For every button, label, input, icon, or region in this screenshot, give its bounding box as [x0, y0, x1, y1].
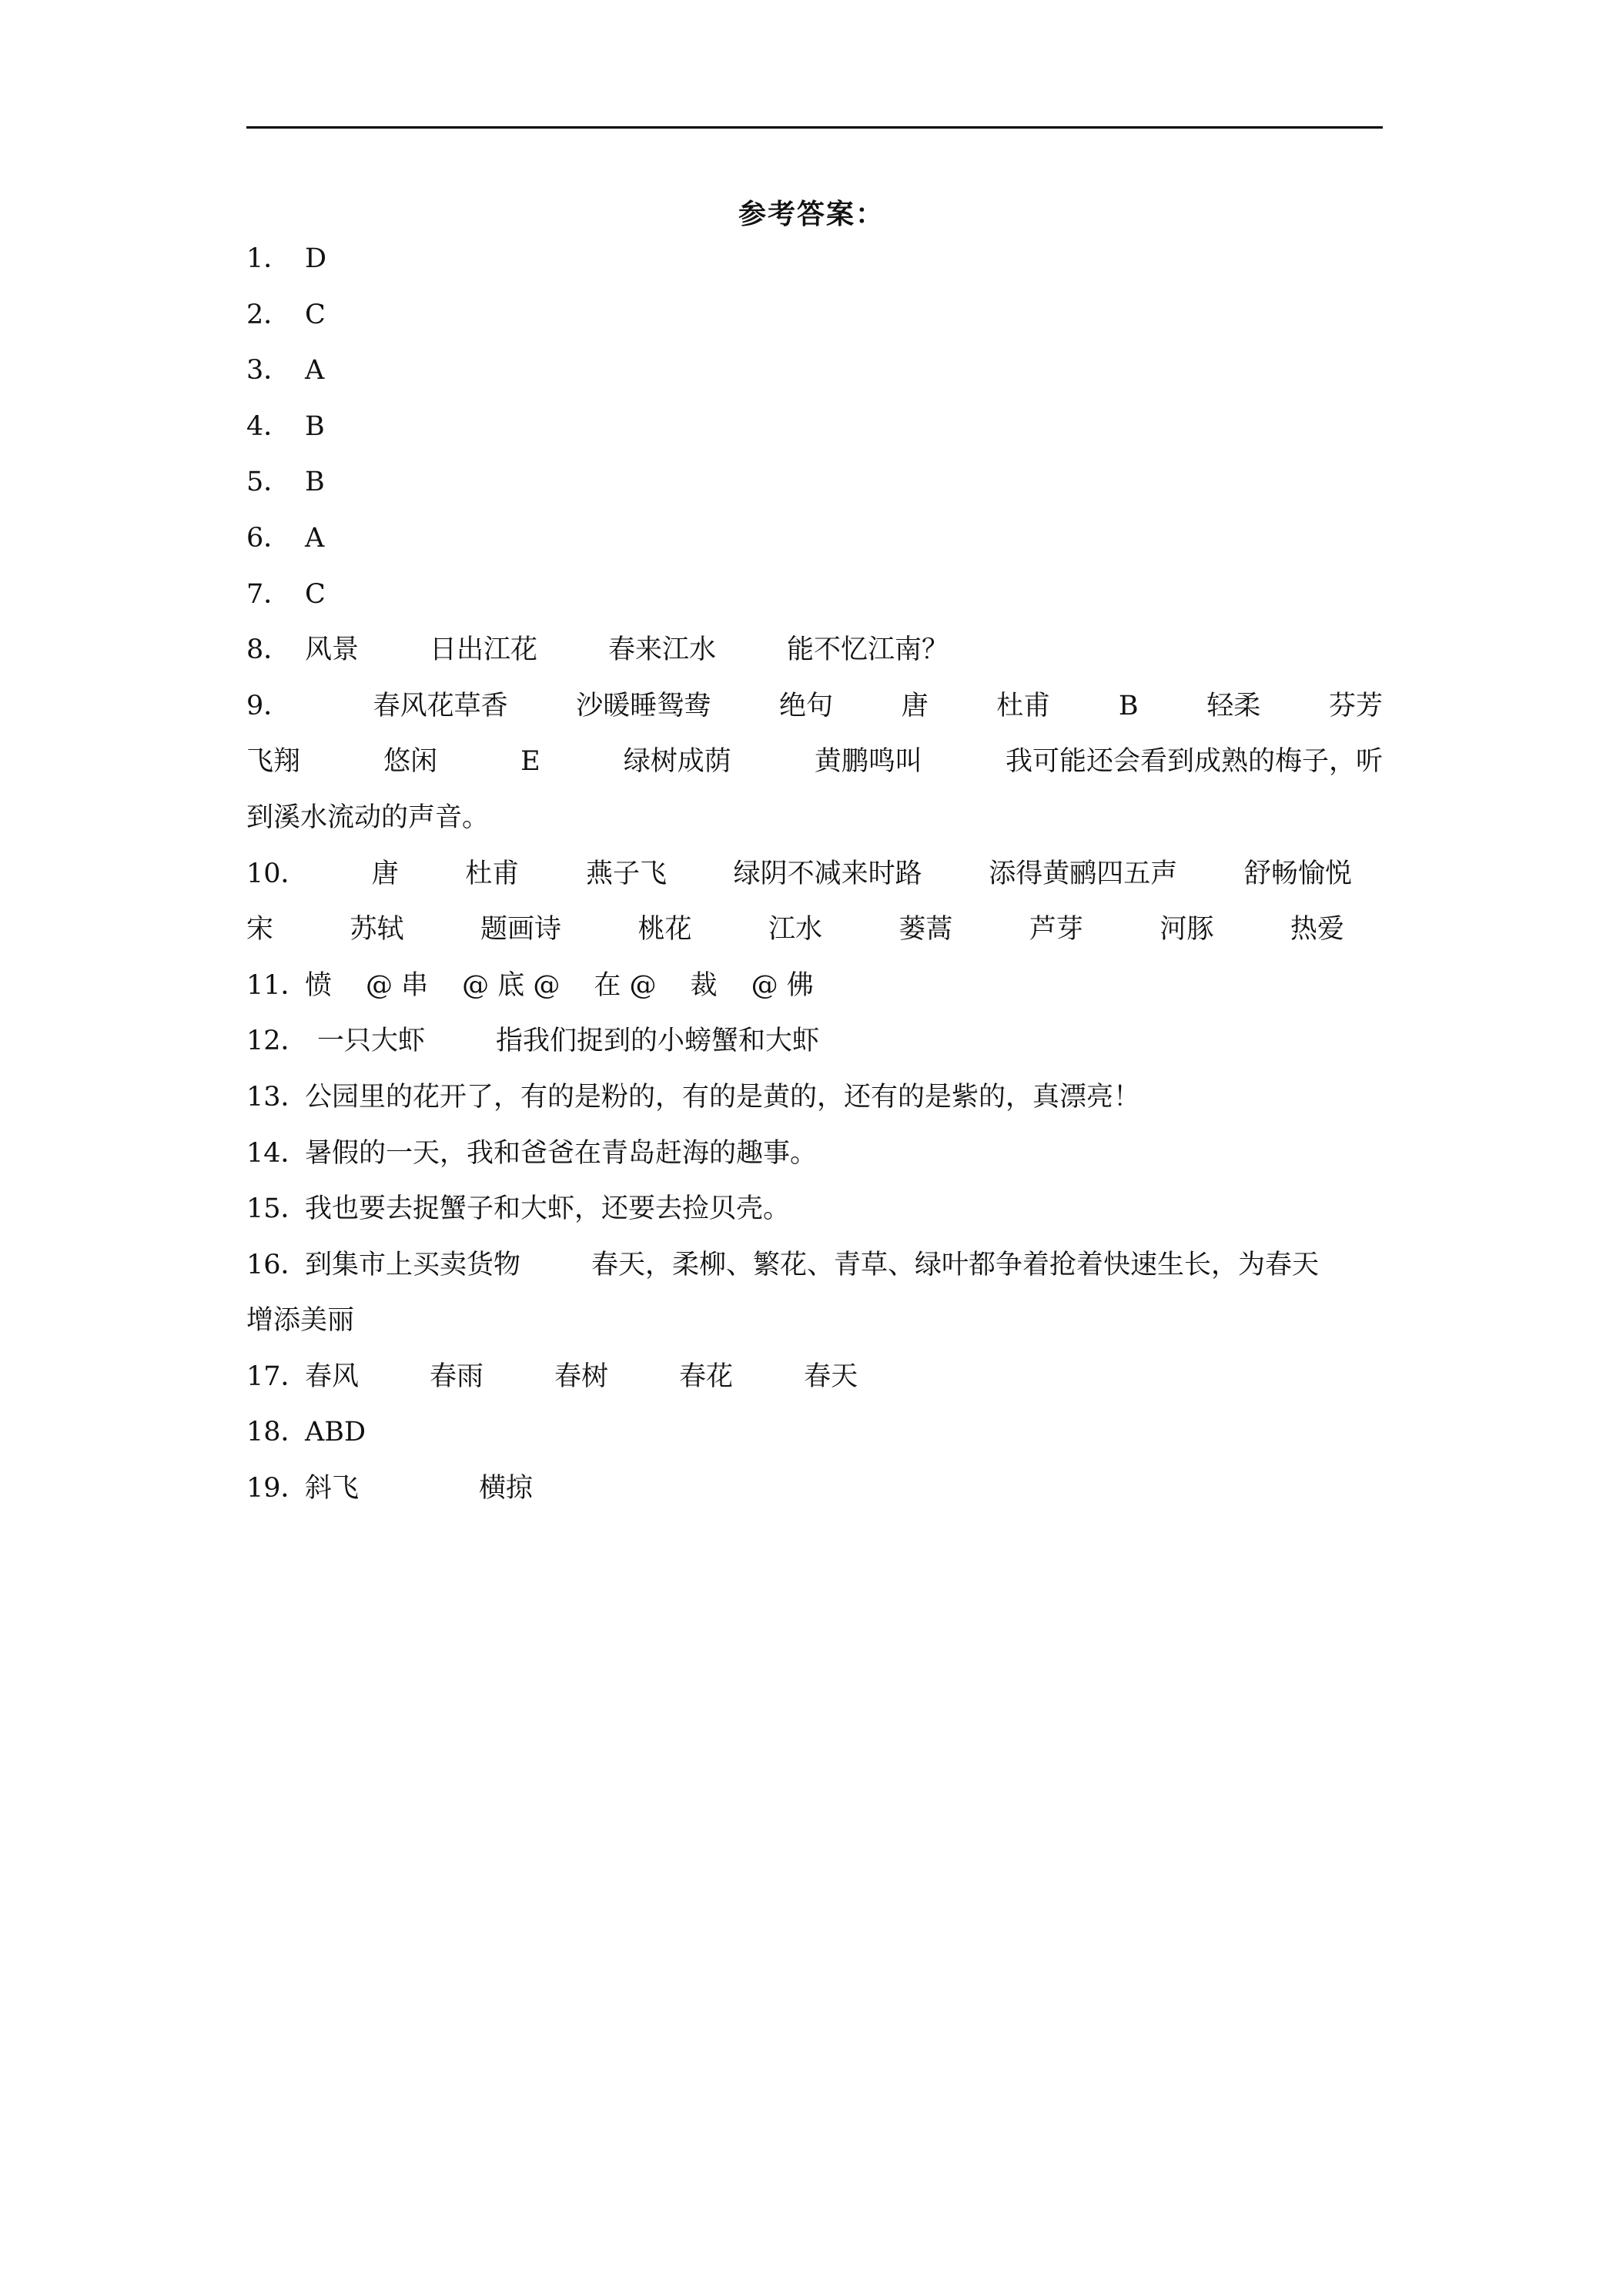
answer-text: @ 佛	[751, 969, 814, 1001]
answer-text: 斜飞	[305, 1473, 360, 1504]
answer-19	[246, 1461, 1383, 1517]
answer-text: 春风花草香	[373, 690, 508, 721]
answer-number: 15．	[246, 1193, 308, 1225]
answer-7	[246, 567, 1383, 623]
answer-2	[246, 287, 1383, 343]
answer-text: 春雨	[430, 1361, 484, 1392]
answer-text: 横掠	[479, 1473, 534, 1504]
answer-number: 6．	[246, 522, 291, 554]
answer-9-line-3	[246, 790, 1383, 846]
answer-text: 公园里的花开了，有的是粉的，有的是黄的，还有的是紫的，真漂亮！	[305, 1081, 1141, 1113]
answer-4	[246, 399, 1383, 455]
answer-text: A	[305, 355, 325, 387]
answer-text: 愤	[305, 969, 333, 1001]
answer-text: 春风	[305, 1361, 360, 1392]
answer-text: 沙暖睡鸳鸯	[576, 690, 711, 721]
answer-list	[246, 231, 1383, 1517]
answer-text: B	[305, 467, 325, 498]
answer-text: D	[305, 243, 327, 274]
answer-17	[246, 1349, 1383, 1405]
header-rule	[246, 126, 1383, 129]
answer-text: 轻柔	[1206, 690, 1261, 721]
answer-text: 我可能还会看到成熟的梅子，听	[1005, 746, 1383, 778]
answer-5	[246, 454, 1383, 510]
answer-text: 芬芳	[1328, 690, 1383, 721]
answer-text: 河豚	[1160, 914, 1214, 946]
answer-text: 苏轼	[350, 914, 404, 946]
answer-number: 4．	[246, 410, 291, 442]
answer-text: 绿树成荫	[623, 746, 731, 778]
answer-number: 16．	[246, 1249, 308, 1280]
answer-number: 7．	[246, 578, 291, 610]
answer-18	[246, 1404, 1383, 1461]
answer-number: 8．	[246, 634, 291, 666]
answer-text: 一只大虾	[317, 1026, 426, 1057]
answer-text: 风景	[305, 634, 360, 666]
answer-text: 到溪水流动的声音。	[246, 802, 490, 833]
answer-10-line-2	[246, 902, 1344, 958]
answer-number: 5．	[246, 467, 291, 498]
answer-text: 添得黄鹂四五声	[989, 858, 1178, 889]
answer-text: 绝句	[778, 690, 833, 721]
answer-9-line-1	[246, 678, 1383, 735]
answer-text: 题画诗	[480, 914, 561, 946]
answer-16-line-2	[246, 1293, 1383, 1349]
answer-number: 2．	[246, 299, 291, 330]
answer-text: 春树	[554, 1361, 609, 1392]
answer-number: 1．	[246, 243, 291, 274]
answer-text: 春来江水	[608, 634, 717, 666]
answer-15	[246, 1181, 1383, 1237]
answer-text: 唐	[371, 858, 399, 889]
answer-14	[246, 1126, 1383, 1182]
answer-text: 绿阴不减来时路	[733, 858, 922, 889]
answer-text: C	[305, 578, 326, 610]
answer-text: @ 底 @	[462, 969, 561, 1001]
answer-text: 芦芽	[1029, 914, 1083, 946]
answer-text: 黄鹏鸣叫	[814, 746, 922, 778]
answer-number: 10．	[246, 858, 308, 889]
answer-text: C	[305, 299, 326, 330]
answer-text: 春天，柔柳、繁花、青草、绿叶都争着抢着快速生长，为春天	[591, 1249, 1320, 1280]
answer-number: 3．	[246, 355, 291, 387]
answer-text: A	[305, 522, 325, 554]
answer-10-line-1	[246, 846, 1352, 902]
answer-number: 17．	[246, 1361, 308, 1392]
page-title: 参考答案：	[738, 198, 885, 230]
answer-text: 热爱	[1290, 914, 1344, 946]
answer-text: 杜甫	[465, 858, 520, 889]
answer-text: B	[1118, 690, 1139, 721]
answer-text: 蒌蒿	[899, 914, 953, 946]
answer-text: 我也要去捉蟹子和大虾，还要去捡贝壳。	[305, 1193, 791, 1225]
answer-9	[246, 678, 1383, 846]
answer-text: 江水	[768, 914, 822, 946]
answer-text: 暑假的一天，我和爸爸在青岛赶海的趣事。	[305, 1137, 818, 1169]
answer-3	[246, 343, 1383, 399]
answer-text: 唐	[901, 690, 929, 721]
answer-text: 春天	[804, 1361, 858, 1392]
answer-text: E	[520, 746, 540, 778]
answer-number: 13．	[246, 1081, 308, 1113]
answer-11	[246, 958, 1383, 1014]
answer-16	[246, 1237, 1383, 1349]
answer-13	[246, 1069, 1383, 1126]
answer-6	[246, 510, 1383, 567]
answer-10	[246, 846, 1383, 958]
answer-text: B	[305, 410, 325, 442]
answer-text: 悠闲	[383, 746, 438, 778]
answer-8	[246, 622, 1383, 678]
answer-text: 燕子飞	[585, 858, 667, 889]
answer-text: 日出江花	[430, 634, 538, 666]
answer-text: 增添美丽	[246, 1305, 355, 1337]
answer-number: 12．	[246, 1026, 308, 1057]
answer-text: 宋	[246, 914, 274, 946]
answer-text: 裁	[690, 969, 718, 1001]
answer-number: 18．	[246, 1417, 308, 1448]
answer-text: @ 串	[366, 969, 429, 1001]
answer-text: 在 @	[594, 969, 657, 1001]
answer-number: 14．	[246, 1137, 308, 1169]
answer-text: 能不忆江南？	[787, 634, 949, 666]
answer-16-line-1	[246, 1237, 1383, 1294]
answer-9-line-2	[246, 734, 1383, 790]
answer-text: 杜甫	[996, 690, 1051, 721]
answer-text: 桃花	[637, 914, 692, 946]
answer-number: 19．	[246, 1473, 308, 1504]
answer-text: 到集市上买卖货物	[305, 1249, 521, 1280]
answer-text: 飞翔	[246, 746, 301, 778]
answer-text: 指我们捉到的小螃蟹和大虾	[496, 1026, 820, 1057]
answer-number: 11．	[246, 969, 308, 1001]
answer-text: 春花	[679, 1361, 734, 1392]
answer-12	[246, 1013, 1383, 1069]
answer-1	[246, 231, 1383, 287]
answer-text: 舒畅愉悦	[1243, 858, 1352, 889]
answer-text: ABD	[305, 1417, 366, 1448]
answer-number: 9．	[246, 690, 291, 721]
